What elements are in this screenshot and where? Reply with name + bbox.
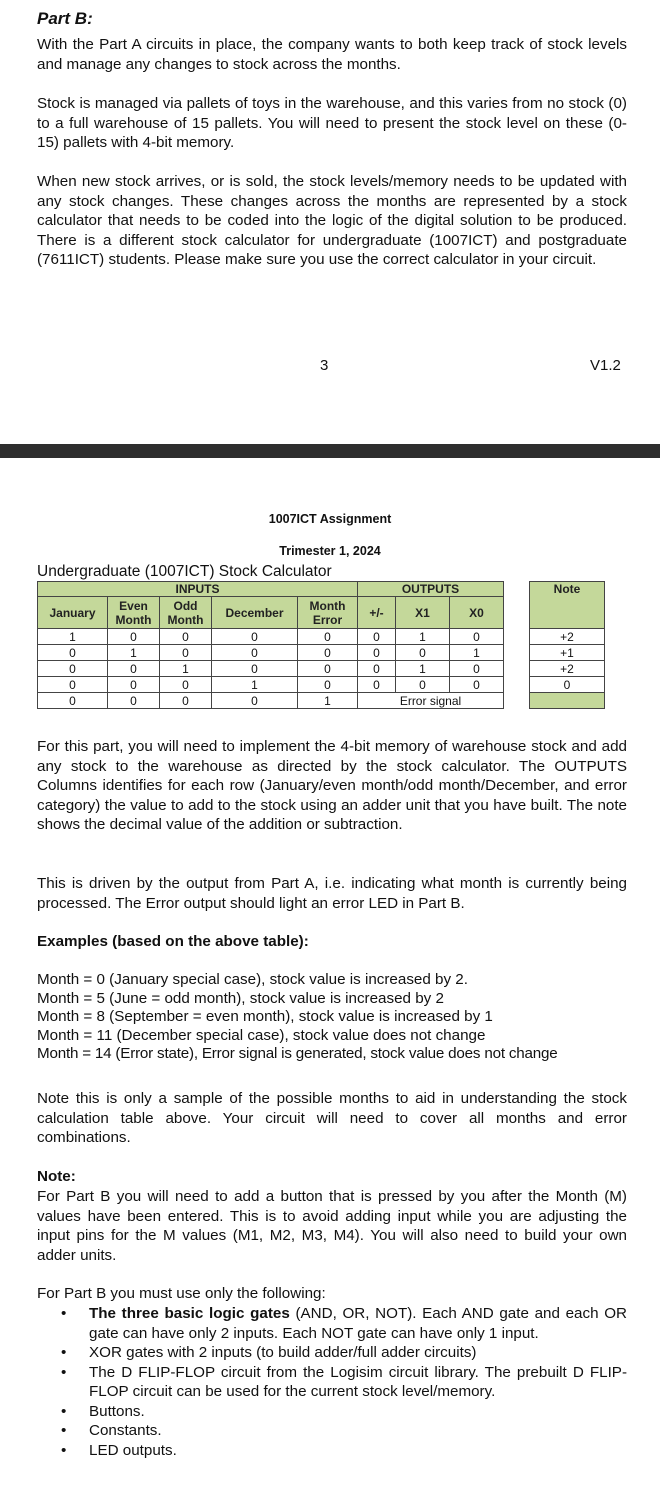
cell-even: 0	[108, 661, 160, 677]
cell-december: 0	[212, 629, 298, 645]
cell-x0: 0	[450, 661, 504, 677]
col-header-december: December	[212, 597, 298, 629]
note-heading: Note:	[37, 1168, 76, 1185]
cell-odd: 0	[160, 693, 212, 709]
cell-december: 1	[212, 677, 298, 693]
cell-error-signal: Error signal	[358, 693, 504, 709]
list-item	[37, 1363, 627, 1402]
cell-x1: 0	[396, 645, 450, 661]
list-item	[37, 1402, 627, 1422]
cell-odd: 0	[160, 645, 212, 661]
cell-note: +2	[530, 629, 605, 645]
cell-january: 1	[38, 629, 108, 645]
cell-sign: 0	[358, 629, 396, 645]
cell-error: 1	[298, 693, 358, 709]
list-item-text: XOR gates with 2 inputs (to build adder/full adder circuits)	[89, 1344, 477, 1361]
cell-note	[530, 693, 605, 709]
list-item-text: (AND, OR, NOT). Each AND gate and each OR gate can have only 2 inputs. Each NOT gate can have only 1 input.	[89, 1305, 627, 1342]
example-line: Month = 8 (September = even month), stock value is increased by 1	[37, 1008, 493, 1026]
note-paragraph: For Part B you will need to add a button that is pressed by you after the Month (M) values have been entered. This is to avoid adding input while you are adjusting the input pins for the M values (M1, M2, M3, M4). You will also need to build your own adder units.	[37, 1188, 627, 1264]
cell-even: 0	[108, 693, 160, 709]
col-header-x1: X1	[396, 597, 450, 629]
intro-paragraph-2: Stock is managed via pallets of toys in the warehouse, and this varies from no stock (0) to a full warehouse of 15 pallets. You will need to present the stock level on these (0-15) pallets with 4-bit memory.	[37, 95, 627, 151]
cell-even: 0	[108, 629, 160, 645]
cell-note: 0	[530, 677, 605, 693]
list-item	[37, 1421, 627, 1441]
col-header-odd-month: Odd Month	[160, 597, 212, 629]
cell-even: 1	[108, 645, 160, 661]
cell-x0: 0	[450, 629, 504, 645]
trimester-header: Trimester 1, 2024	[279, 544, 381, 558]
list-item-bold: The three basic logic gates	[89, 1305, 290, 1322]
cell-x1: 1	[396, 629, 450, 645]
table-group-header-row	[38, 582, 605, 597]
cell-odd: 1	[160, 661, 212, 677]
cell-error: 0	[298, 629, 358, 645]
intro-paragraph-1: With the Part A circuits in place, the company wants to both keep track of stock levels and manage any changes to stock across the months.	[37, 36, 627, 73]
inputs-group-header: INPUTS	[38, 582, 358, 597]
cell-note: +2	[530, 661, 605, 677]
example-line: Month = 14 (Error state), Error signal is generated, stock value does not change	[37, 1045, 558, 1063]
cell-error: 0	[298, 645, 358, 661]
cell-december: 0	[212, 693, 298, 709]
cell-odd: 0	[160, 629, 212, 645]
bullet-icon: •	[61, 1344, 67, 1361]
cell-sign: 0	[358, 661, 396, 677]
table-row	[38, 629, 605, 645]
cell-odd: 0	[160, 677, 212, 693]
page-divider	[0, 444, 660, 458]
list-item	[37, 1343, 627, 1363]
list-item-text: Buttons.	[89, 1402, 145, 1420]
col-header-month-error: Month Error	[298, 597, 358, 629]
example-line: Month = 0 (January special case), stock value is increased by 2.	[37, 971, 468, 988]
cell-note: +1	[530, 645, 605, 661]
bullet-icon: •	[61, 1441, 67, 1459]
cell-x0: 1	[450, 645, 504, 661]
cell-january: 0	[38, 693, 108, 709]
part-title: Part B:	[37, 9, 93, 28]
cell-sign: 0	[358, 645, 396, 661]
bullet-icon: •	[61, 1363, 67, 1381]
col-header-sign: +/-	[358, 597, 396, 629]
list-item-text: Constants.	[89, 1422, 162, 1439]
cell-x0: 0	[450, 677, 504, 693]
sample-note-paragraph: Note this is only a sample of the possible months to aid in understanding the stock calculation table above. Your circuit will need to cover all months and error combinations.	[37, 1090, 627, 1146]
example-line: Month = 11 (December special case), stock value does not change	[37, 1026, 486, 1044]
body-paragraph-1: For this part, you will need to implement the 4-bit memory of warehouse stock and add any stock to the warehouse as directed by the stock calculator. The OUTPUTS Columns identifies for each row (January/even month/odd month/December, and error category) the value to add to the stock using an adder unit that you have built. The note shows the decimal value of the addition or subtraction.	[37, 738, 627, 833]
table-row	[38, 645, 605, 661]
bullet-icon: •	[61, 1305, 67, 1322]
cell-sign: 0	[358, 677, 396, 693]
list-item-text: LED outputs.	[89, 1441, 177, 1459]
cell-even: 0	[108, 677, 160, 693]
examples-list	[37, 971, 627, 1064]
cell-error: 0	[298, 661, 358, 677]
cell-january: 0	[38, 661, 108, 677]
course-header: 1007ICT Assignment	[268, 512, 392, 526]
body-paragraph-2: This is driven by the output from Part A, i.e. indicating what month is currently being processed. The Error output should light an error LED in Part B.	[37, 875, 627, 912]
cell-december: 0	[212, 661, 298, 677]
col-header-x0: X0	[450, 597, 504, 629]
table-row-error	[38, 693, 605, 709]
note-header: Note	[530, 582, 605, 629]
cell-error: 0	[298, 677, 358, 693]
list-item	[37, 1441, 627, 1461]
col-header-even-month: Even Month	[108, 597, 160, 629]
table-column-header-row	[38, 597, 605, 629]
example-line: Month = 5 (June = odd month), stock value is increased by 2	[37, 989, 444, 1007]
page-number: 3	[320, 357, 329, 374]
list-item	[37, 1304, 627, 1343]
cell-january: 0	[38, 677, 108, 693]
examples-heading: Examples (based on the above table):	[37, 933, 309, 950]
stock-calculator-table	[37, 581, 605, 709]
list-item-text: The D FLIP-FLOP circuit from the Logisim circuit library. The prebuilt D FLIP-FLOP circuit can be used for the current stock level/memory.	[89, 1363, 627, 1400]
bullet-icon: •	[61, 1402, 67, 1420]
document-version: V1.2	[590, 357, 621, 374]
table-caption: Undergraduate (1007ICT) Stock Calculator	[37, 563, 332, 580]
intro-paragraph-3: When new stock arrives, or is sold, the stock levels/memory needs to be updated with any stock changes. These changes across the months are represented by a stock calculator that needs to be coded into the logic of the digital solution to be produced. There is a different stock calculator for undergraduate (1007ICT) and postgraduate (7611ICT) students. Please make sure you use the correct calculator in your circuit.	[37, 173, 627, 268]
cell-x1: 0	[396, 677, 450, 693]
cell-january: 0	[38, 645, 108, 661]
outputs-group-header: OUTPUTS	[358, 582, 504, 597]
bullet-icon: •	[61, 1422, 67, 1439]
cell-x1: 1	[396, 661, 450, 677]
rules-intro: For Part B you must use only the following:	[37, 1285, 326, 1302]
table-row	[38, 661, 605, 677]
table-row	[38, 677, 605, 693]
cell-december: 0	[212, 645, 298, 661]
col-header-january: January	[38, 597, 108, 629]
allowed-components-list	[37, 1304, 627, 1460]
